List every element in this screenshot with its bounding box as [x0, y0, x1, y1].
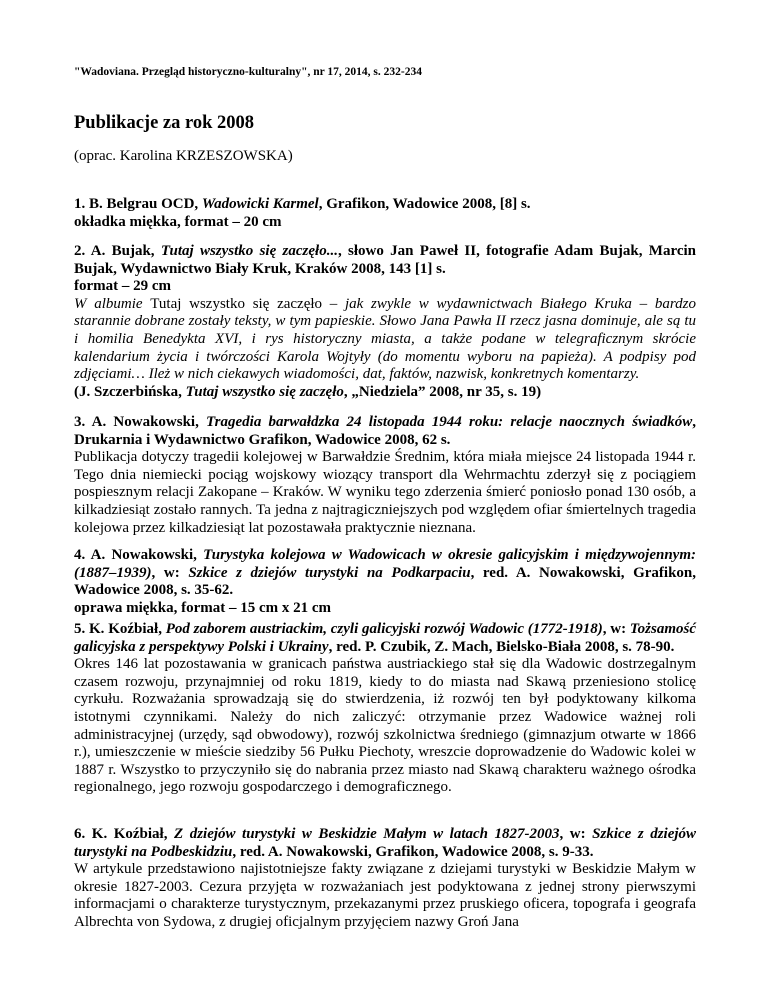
review-intro: W albumie — [74, 295, 143, 312]
entry-work-title: Tutaj wszystko się zaczęło... — [160, 243, 338, 259]
entry-volume-title: Szkice z dziejów turystyki na Podkarpaciu — [188, 564, 471, 581]
entry-2-format: format – 29 cm — [74, 278, 172, 295]
entry-in: , w: — [559, 826, 586, 842]
entry-3-reference — [74, 414, 696, 449]
entry-number: 6. — [74, 826, 86, 842]
entry-5-reference — [74, 621, 696, 656]
entry-author: A. Nowakowski, — [91, 414, 199, 430]
entry-author: K. Koźbiał, — [89, 621, 162, 637]
editor-line: (oprac. Karolina KRZESZOWSKA) — [74, 148, 293, 164]
entry-details: , red. A. Nowakowski, Grafikon, Wadowice 2008, s. 35-62. — [74, 564, 697, 599]
entry-3-description: Publikacja dotyczy tragedii kolejowej w Barwałdzie Średnim, która miała miejsce 24 listopada 1944 r. Tego dnia niemiecki pociąg wojskowy wiozący transport dla Wehrmachtu zderzył się z pociągiem pospiesznym relacji Zakopane – Kraków. W wyniku tego zderzenia śmierć poniosło ponad 130 osób, a kilkadziesiąt zostało rannych. Ta jedna z najtragiczniejszych pod względem ofiar śmiertelnych tragedia kolejowa przez kilkadziesiąt lat pozostawała praktycznie nieznana. — [74, 449, 696, 536]
entry-1-format: okładka miękka, format – 20 cm — [74, 213, 282, 230]
entry-3 — [74, 414, 696, 537]
entry-1-reference — [74, 196, 696, 214]
entry-details: , Drukarnia i Wydawnictwo Grafikon, Wadowice 2008, 62 s. — [74, 414, 696, 448]
entry-work-title: Turystyka kolejowa w Wadowicach w okresie galicyjskim i międzywojennym: (1887–1939) — [74, 547, 696, 581]
entry-volume-title: Tożsamość galicyjska z perspektywy Polski i Ukrainy — [74, 621, 696, 655]
entry-author: A. Bujak, — [90, 243, 155, 259]
entry-details: , Grafikon, Wadowice 2008, [8] s. — [318, 196, 531, 212]
entry-4 — [74, 547, 696, 617]
entry-2-reference — [74, 243, 696, 278]
entry-in: , w: — [602, 621, 627, 637]
entry-author: A. Nowakowski, — [90, 547, 197, 563]
entry-6-reference — [74, 826, 696, 861]
entry-1 — [74, 196, 696, 231]
page-title: Publikacje za rok 2008 — [74, 113, 255, 133]
entry-number: 1. — [74, 196, 86, 212]
entry-author: B. Belgrau OCD, — [89, 196, 199, 212]
entry-number: 4. — [74, 547, 86, 563]
entry-number: 5. — [74, 621, 86, 637]
source-author: (J. Szczerbińska, — [74, 383, 182, 400]
entry-details: , słowo Jan Paweł II, fotografie Adam Bujak, Marcin Bujak, Wydawnictwo Biały Kruk, Kraków 2008, 143 [1] s. — [74, 243, 696, 277]
entry-in: , w: — [151, 564, 180, 581]
review-book-title: Tutaj wszystko się zaczęło — [150, 295, 323, 312]
entry-number: 2. — [74, 243, 86, 259]
entry-work-title: Z dziejów turystyki w Beskidzie Małym w latach 1827-2003 — [174, 826, 560, 842]
entry-5 — [74, 621, 696, 797]
entry-2-review — [74, 296, 696, 384]
entry-number: 3. — [74, 414, 86, 430]
entry-work-title: Tragedia barwałdzka 24 listopada 1944 roku: relacje naocznych świadków — [206, 414, 693, 430]
entry-6 — [74, 826, 696, 932]
review-text: – jak zwykle w wydawnictwach Białego Kruka – bardzo starannie dobrane zostały teksty, w tym papieskie. Słowo Jana Pawła II rzecz jasna dominuje, ale są tu i homilia Benedykta XVI, i rys historyczny miasta, a także podane w telegraficznym skrócie kalendarium życia i twórczości Karola Wojtyły (do momentu wyboru na papieża). A podpisy pod zdjęciami… Ileż w nich ciekawych wiadomości, dat, faktów, nazwisk, konkretnych komentarzy. — [74, 295, 696, 383]
entry-author: K. Koźbiał, — [91, 826, 168, 842]
source-title: Tutaj wszystko się zaczęło — [185, 383, 344, 400]
entry-volume-title: Szkice z dziejów turystyki na Podbeskidziu — [74, 826, 697, 860]
entry-6-description: W artykule przedstawiono najistotniejsze fakty związane z dziejami turystyki w Beskidzie Małym w okresie 1827-2003. Cezura przyjęta w rozważaniach jest podyktowana z jednej strony pierwszymi informacjami o charakterze turystycznym, przekazanymi przez pruskiego oficera, topografa i geografa Albrechta von Sydowa, z drugiej oficjalnym przyjęciem nazwy Groń Jana — [74, 861, 696, 930]
journal-header: "Wadoviana. Przegląd historyczno-kulturalny", nr 17, 2014, s. 232-234 — [74, 66, 422, 78]
entry-details: , red. A. Nowakowski, Grafikon, Wadowice 2008, s. 9-33. — [232, 843, 594, 860]
entry-work-title: Pod zaborem austriackim, czyli galicyjski rozwój Wadowic (1772-1918) — [165, 621, 603, 637]
entry-2-source — [74, 384, 696, 402]
entry-work-title: Wadowicki Karmel — [201, 196, 319, 212]
entry-4-format: oprawa miękka, format – 15 cm x 21 cm — [74, 599, 332, 616]
source-details: , „Niedziela” 2008, nr 35, s. 19) — [343, 383, 542, 400]
entry-2 — [74, 243, 696, 401]
entry-details: , red. P. Czubik, Z. Mach, Bielsko-Biała 2008, s. 78-90. — [328, 638, 675, 655]
entry-5-description: Okres 146 lat pozostawania w granicach państwa austriackiego stał się dla Wadowic dostrzegalnym czasem rozwoju, przynajmniej od roku 1819, kiedy to do miasta nad Skawą przeniesiono stolicę cyrkułu. Rozważania sprowadzają się do stwierdzenia, iż rozwój ten był podyktowany kilkoma istotnymi czynnikami. Należy do nich zaliczyć: otrzymanie przez Wadowice ważnej roli administracyjnej (urzędy, sąd obwodowy), rozwój szkolnictwa średniego (gimnazjum otwarte w 1866 r.), umieszczenie w mieście siedziby 56 Pułku Piechoty, wreszcie doprowadzenie do Wadowic kolei w 1887 r. Wszystko to przyczyniło się do nabrania przez miasto nad Skawą charakteru ważnego ośrodka regionalnego, jego rozwoju gospodarczego i demograficznego. — [74, 656, 696, 796]
entry-4-reference — [74, 547, 696, 600]
